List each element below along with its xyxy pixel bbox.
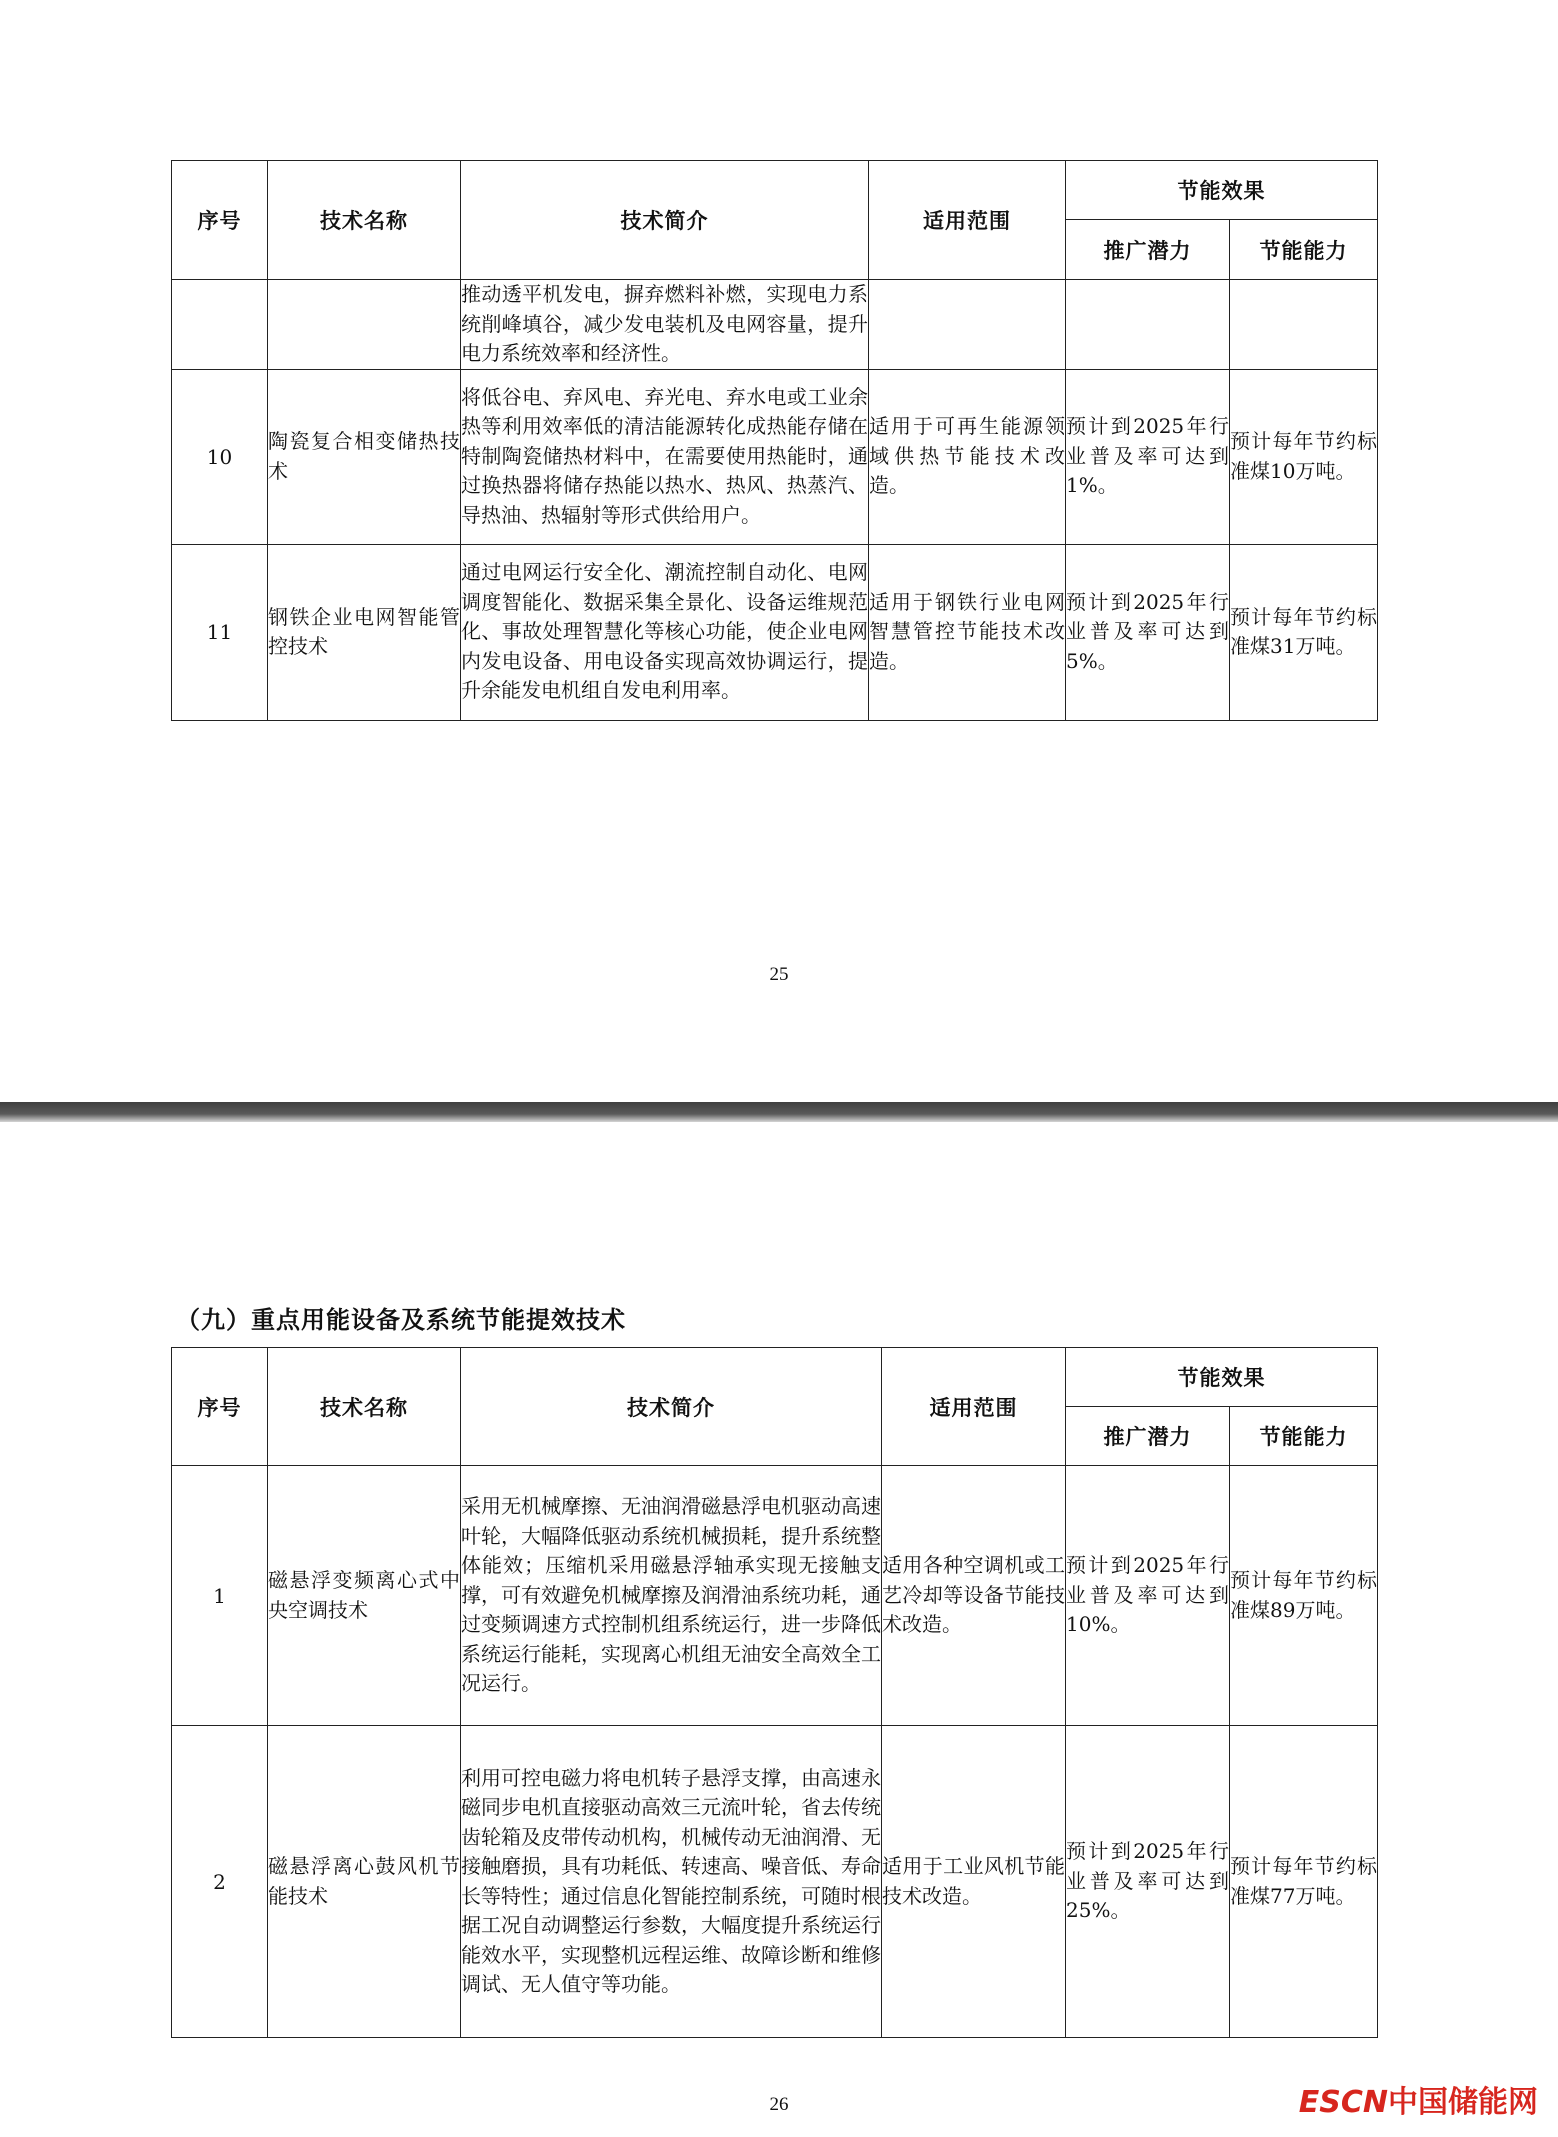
row-desc: 推动透平机发电，摒弃燃料补燃，实现电力系统削峰填谷，减少发电装机及电网容量，提升电力系统效率和经济性。	[461, 280, 869, 370]
row-scope: 适用于钢铁行业电网智慧管控节能技术改造。	[869, 544, 1066, 720]
row-potential: 预计到2025年行业普及率可达到1%。	[1066, 369, 1230, 544]
header-desc: 技术简介	[461, 1348, 882, 1466]
row-capacity: 预计每年节约标准煤89万吨。	[1230, 1466, 1378, 1726]
row-scope: 适用各种空调机或工艺冷却等设备节能技术改造。	[882, 1466, 1066, 1726]
header-name: 技术名称	[268, 1348, 461, 1466]
table-row	[172, 369, 1378, 544]
row-potential: 预计到2025年行业普及率可达到5%。	[1066, 544, 1230, 720]
header-effect: 节能效果	[1066, 1348, 1378, 1407]
header-scope: 适用范围	[869, 161, 1066, 280]
row-seq	[172, 280, 268, 370]
row-seq: 11	[172, 544, 268, 720]
row-desc: 通过电网运行安全化、潮流控制自动化、电网调度智能化、数据采集全景化、设备运维规范化、事故处理智慧化等核心功能，使企业电网内发电设备、用电设备实现高效协调运行，提升余能发电机组自发电利用率。	[461, 544, 869, 720]
row-scope	[869, 280, 1066, 370]
header-name: 技术名称	[268, 161, 461, 280]
row-potential: 预计到2025年行业普及率可达到25%。	[1066, 1726, 1230, 2038]
row-name: 磁悬浮离心鼓风机节能技术	[268, 1726, 461, 2038]
logo-cjk: 中国储能网	[1388, 2085, 1538, 2120]
table-row	[172, 544, 1378, 720]
row-scope: 适用于工业风机节能技术改造。	[882, 1726, 1066, 2038]
header-capacity: 节能能力	[1230, 1407, 1378, 1466]
row-potential	[1066, 280, 1230, 370]
header-effect: 节能效果	[1066, 161, 1378, 220]
row-desc: 利用可控电磁力将电机转子悬浮支撑，由高速永磁同步电机直接驱动高效三元流叶轮，省去传统齿轮箱及皮带传动机构，机械传动无油润滑、无接触磨损，具有功耗低、转速高、噪音低、寿命长等特性；通过信息化智能控制系统，可随时根据工况自动调整运行参数，大幅度提升系统运行能效水平，实现整机远程运维、故障诊断和维修调试、无人值守等功能。	[461, 1726, 882, 2038]
page-separator	[0, 1102, 1558, 1122]
tech-table-page-25	[171, 160, 1378, 721]
row-potential: 预计到2025年行业普及率可达到10%。	[1066, 1466, 1230, 1726]
page-number: 25	[769, 964, 789, 985]
table-row	[172, 1466, 1378, 1726]
row-name: 磁悬浮变频离心式中央空调技术	[268, 1466, 461, 1726]
row-capacity	[1230, 280, 1378, 370]
page-number: 26	[769, 2094, 789, 2115]
row-desc: 将低谷电、弃风电、弃光电、弃水电或工业余热等利用效率低的清洁能源转化成热能存储在特制陶瓷储热材料中，在需要使用热能时，通过换热器将储存热能以热水、热风、热蒸汽、导热油、热辐射等形式供给用户。	[461, 369, 869, 544]
header-capacity: 节能能力	[1230, 220, 1378, 280]
row-scope: 适用于可再生能源领域供热节能技术改造。	[869, 369, 1066, 544]
table-row	[172, 1726, 1378, 2038]
escn-logo	[1299, 2077, 1538, 2121]
header-potential: 推广潜力	[1066, 1407, 1230, 1466]
header-desc: 技术简介	[461, 161, 869, 280]
header-potential: 推广潜力	[1066, 220, 1230, 280]
tech-table-page-26	[171, 1347, 1378, 2038]
row-capacity: 预计每年节约标准煤77万吨。	[1230, 1726, 1378, 2038]
row-name	[268, 280, 461, 370]
logo-latin: ESCN	[1298, 2085, 1388, 2120]
table-row	[172, 280, 1378, 370]
row-capacity: 预计每年节约标准煤10万吨。	[1230, 369, 1378, 544]
row-seq: 1	[172, 1466, 268, 1726]
row-name: 钢铁企业电网智能管控技术	[268, 544, 461, 720]
row-name: 陶瓷复合相变储热技术	[268, 369, 461, 544]
row-desc: 采用无机械摩擦、无油润滑磁悬浮电机驱动高速叶轮，大幅降低驱动系统机械损耗，提升系统整体能效；压缩机采用磁悬浮轴承实现无接触支撑，可有效避免机械摩擦及润滑油系统功耗，通过变频调速方式控制机组系统运行，进一步降低系统运行能耗，实现离心机组无油安全高效全工况运行。	[461, 1466, 882, 1726]
header-seq: 序号	[172, 161, 268, 280]
row-seq: 10	[172, 369, 268, 544]
section-title: （九）重点用能设备及系统节能提效技术	[176, 1306, 626, 1334]
header-seq: 序号	[172, 1348, 268, 1466]
header-scope: 适用范围	[882, 1348, 1066, 1466]
row-capacity: 预计每年节约标准煤31万吨。	[1230, 544, 1378, 720]
row-seq: 2	[172, 1726, 268, 2038]
